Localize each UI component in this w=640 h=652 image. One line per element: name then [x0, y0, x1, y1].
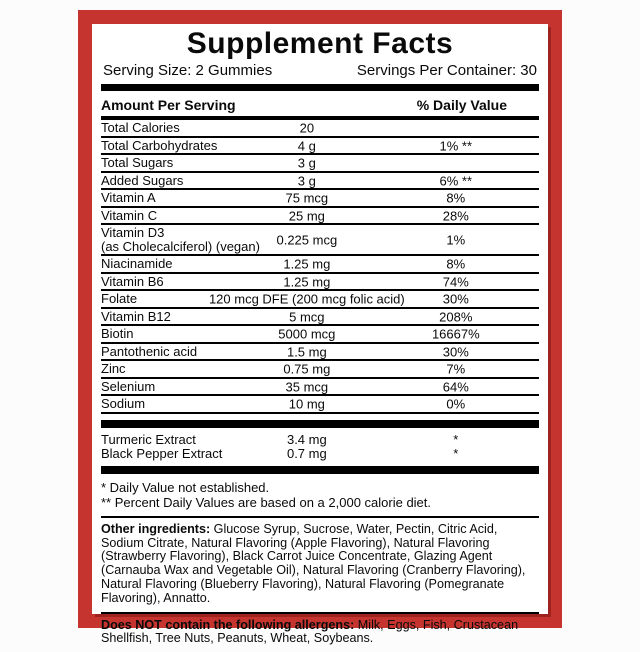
nutrient-amount: 3 g	[297, 155, 316, 171]
nutrient-row	[101, 344, 539, 362]
divider-bar-top	[101, 84, 539, 91]
nutrient-amount: 5 mcg	[289, 308, 325, 324]
nutrient-name: Biotin	[101, 326, 134, 342]
nutrient-amount: 1.5 mg	[286, 343, 327, 359]
nutrient-name: Vitamin B12	[101, 308, 171, 324]
nutrient-amount: 0.7 mg	[286, 445, 327, 461]
nutrient-row	[101, 291, 539, 309]
nutrient-daily-value: 16667%	[431, 326, 480, 342]
nutrient-daily-value: 1% **	[439, 137, 473, 153]
daily-value-header: % Daily Value	[416, 97, 507, 114]
footnotes	[101, 478, 539, 516]
nutrient-name: Vitamin A	[101, 190, 156, 206]
nutrient-name: Vitamin C	[101, 207, 158, 223]
nutrient-amount: 4 g	[297, 137, 316, 153]
nutrient-row	[101, 396, 539, 414]
nutrient-row	[101, 208, 539, 226]
amount-per-serving-header: Amount Per Serving	[101, 97, 236, 114]
nutrient-name: Folate	[101, 291, 138, 307]
nutrient-name: Sodium	[101, 396, 146, 412]
nutrient-name: Vitamin D3	[101, 225, 165, 241]
nutrient-daily-value: 8%	[446, 256, 466, 272]
servings-per-container-text: Servings Per Container: 30	[356, 62, 537, 80]
nutrient-row	[101, 361, 539, 379]
botanical-extracts-table	[101, 431, 539, 463]
nutrient-name-subline: (as Cholecalciferol) (vegan)	[101, 238, 260, 254]
label-title: Supplement Facts	[186, 27, 454, 60]
label-red-frame	[78, 10, 562, 646]
nutrient-row	[101, 447, 539, 461]
nutrient-amount: 25 mg	[288, 207, 325, 223]
allergens-paragraph	[101, 612, 539, 652]
nutrient-amount: 75 mcg	[285, 190, 329, 206]
serving-info-row	[103, 62, 537, 79]
divider-bar-mid-2	[101, 466, 539, 474]
nutrient-amount: 5000 mcg	[278, 326, 336, 342]
nutrient-daily-value: *	[453, 431, 459, 447]
nutrient-name: Niacinamide	[101, 256, 173, 272]
nutrient-row	[101, 173, 539, 191]
nutrient-name: Vitamin B6	[101, 273, 164, 289]
footnote-percent-dv: ** Percent Daily Values are based on a 2,000 calorie diet.	[101, 494, 432, 510]
nutrient-amount: 120 mcg DFE (200 mcg folic acid)	[208, 291, 405, 307]
nutrient-row	[101, 120, 539, 138]
nutrient-daily-value: 0%	[446, 396, 466, 412]
nutrient-amount: 35 mcg	[285, 378, 329, 394]
nutrient-row	[101, 225, 539, 256]
other-ingredients-label: Other ingredients:	[101, 521, 211, 536]
nutrient-row	[101, 379, 539, 397]
nutrient-table	[101, 120, 539, 414]
nutrient-row	[101, 326, 539, 344]
nutrient-name: Turmeric Extract	[101, 431, 196, 447]
nutrient-name: Selenium	[101, 378, 156, 394]
nutrient-name: Total Sugars	[101, 155, 174, 171]
nutrient-name: Pantothenic acid	[101, 343, 198, 359]
nutrient-name: Total Calories	[101, 120, 180, 136]
nutrient-row	[101, 155, 539, 173]
nutrient-daily-value: 74%	[442, 273, 469, 289]
nutrient-name: Zinc	[101, 361, 126, 377]
table-header-row	[101, 93, 539, 120]
nutrient-daily-value: 30%	[442, 291, 469, 307]
nutrient-name: Black Pepper Extract	[101, 445, 223, 461]
nutrient-amount: 1.25 mg	[283, 273, 331, 289]
nutrient-row	[101, 433, 539, 447]
nutrient-amount: 10 mg	[288, 396, 325, 412]
nutrient-daily-value: 7%	[446, 361, 466, 377]
nutrient-row	[101, 309, 539, 327]
allergens-text: Milk, Eggs, Fish, Crustacean Shellfish, Tree Nuts, Peanuts, Wheat, Soybeans.	[101, 617, 519, 646]
nutrient-name: Added Sugars	[101, 172, 184, 188]
nutrient-daily-value: 30%	[442, 343, 469, 359]
nutrient-daily-value: *	[453, 445, 459, 461]
nutrient-amount: 0.225 mcg	[276, 232, 338, 248]
nutrient-daily-value: 8%	[446, 190, 466, 206]
other-ingredients-paragraph	[101, 516, 539, 612]
nutrient-amount: 3 g	[297, 172, 316, 188]
nutrient-daily-value: 28%	[442, 207, 469, 223]
nutrient-amount: 0.75 mg	[283, 361, 331, 377]
nutrient-daily-value: 1%	[446, 232, 466, 248]
nutrient-amount: 1.25 mg	[283, 256, 331, 272]
nutrient-row	[101, 190, 539, 208]
nutrient-amount: 3.4 mg	[286, 431, 327, 447]
footnote-daily-value: * Daily Value not established.	[101, 479, 270, 495]
divider-bar-mid-1	[101, 420, 539, 428]
nutrient-name: Total Carbohydrates	[101, 137, 218, 153]
nutrient-amount: 20	[299, 120, 315, 136]
nutrient-row	[101, 138, 539, 156]
nutrient-row	[101, 256, 539, 274]
serving-size-text: Serving Size: 2 Gummies	[103, 62, 273, 80]
nutrient-daily-value: 6% **	[439, 172, 473, 188]
supplement-facts-label	[92, 24, 548, 646]
nutrient-daily-value: 64%	[442, 378, 469, 394]
allergens-label: Does NOT contain the following allergens:	[101, 617, 355, 632]
other-ingredients-text: Glucose Syrup, Sucrose, Water, Pectin, Citric Acid, Sodium Citrate, Natural Flavoring (Apple Flavoring), Natural Flavoring (Strawberry Flavoring), Black Carrot Juice Concentrate, Glazing Agent (Carnauba Wax and Vegetable Oil), Natural Flavoring (Cranberry Flavoring), Natural Flavoring (Blueberry Flavoring), Natural Flavoring (Pomegranate Flavoring), Annatto.	[101, 521, 526, 605]
nutrient-row	[101, 274, 539, 292]
nutrient-daily-value: 208%	[439, 308, 473, 324]
